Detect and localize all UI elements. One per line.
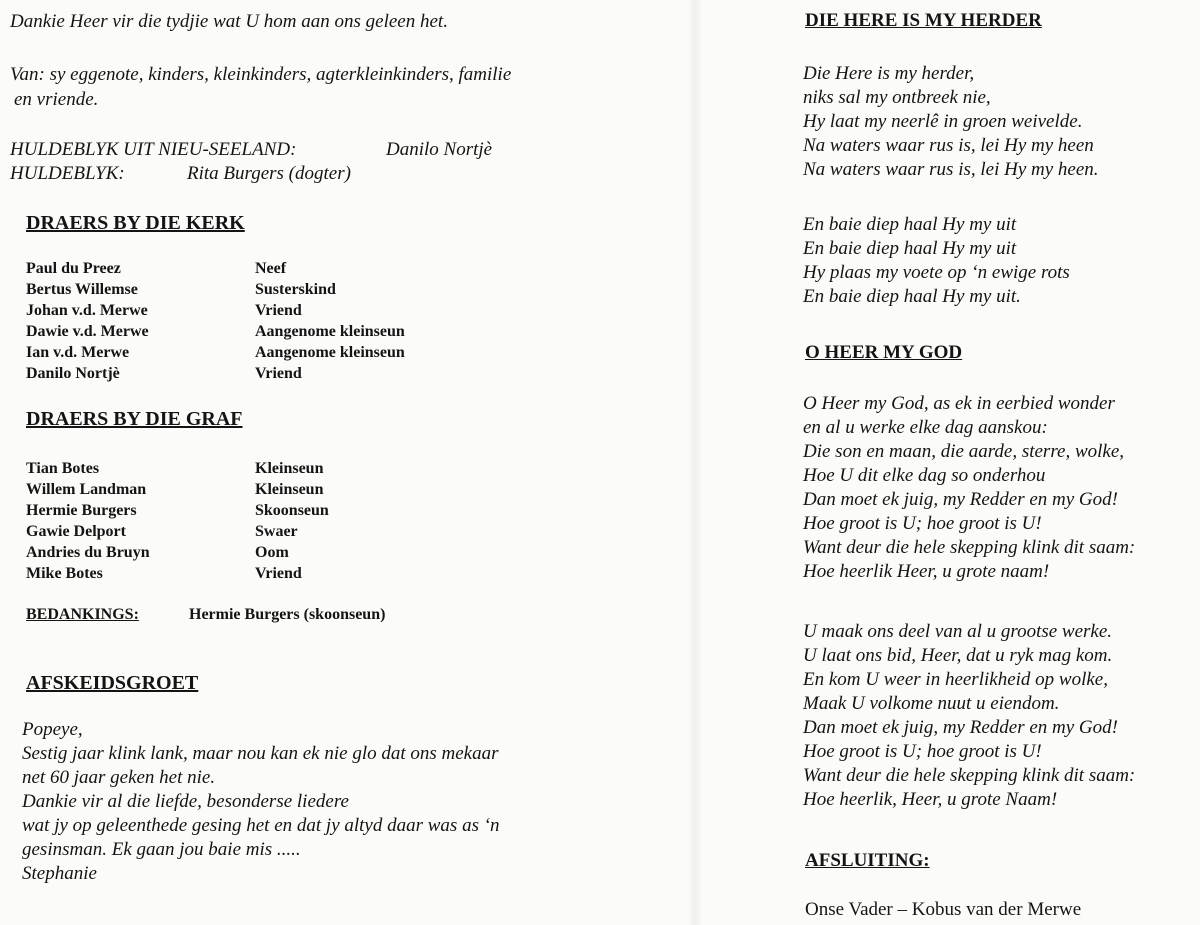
thanks-label: BEDANKINGS: bbox=[26, 606, 139, 623]
letter-line: Popeye, bbox=[22, 719, 83, 740]
bearer-name: Andries du Bruyn bbox=[26, 544, 150, 561]
grave-bearers-table bbox=[26, 458, 329, 584]
hymn-2-title: O HEER MY GOD bbox=[805, 342, 963, 363]
verse-line: en al u werke elke dag aanskou: bbox=[803, 417, 1048, 438]
tribute-2-label: HULDEBLYK: bbox=[10, 163, 125, 184]
bearer-name: Hermie Burgers bbox=[26, 502, 137, 519]
verse-line: Hoe groot is U; hoe groot is U! bbox=[803, 513, 1042, 534]
bearer-name: Willem Landman bbox=[26, 481, 147, 498]
bearer-relation: Swaer bbox=[255, 523, 298, 540]
bearer-relation: Vriend bbox=[255, 565, 302, 582]
bearer-name: Tian Botes bbox=[26, 460, 100, 477]
table-row bbox=[26, 458, 329, 479]
bearer-name: Danilo Nortjè bbox=[26, 365, 120, 382]
table-row bbox=[26, 363, 405, 384]
bearer-relation: Aangenome kleinseun bbox=[255, 323, 405, 340]
verse-line: Want deur die hele skepping klink dit saam: bbox=[803, 537, 1136, 558]
bearer-relation: Kleinseun bbox=[255, 460, 324, 477]
tribute-1-name: Danilo Nortjè bbox=[386, 139, 493, 160]
farewell-letter bbox=[22, 718, 500, 886]
bearer-name: Mike Botes bbox=[26, 565, 103, 582]
hymn-1-title: DIE HERE IS MY HERDER bbox=[805, 10, 1042, 31]
hymn-2-verse-1 bbox=[803, 392, 1135, 584]
verse-line: Hy plaas my voete op ‘n ewige rots bbox=[803, 262, 1070, 283]
table-row bbox=[26, 521, 329, 542]
table-row bbox=[26, 279, 405, 300]
verse-line: Hoe U dit elke dag so onderhou bbox=[803, 465, 1046, 486]
tribute-1-label: HULDEBLYK UIT NIEU-SEELAND: bbox=[10, 139, 297, 160]
hymn-2-verse-2 bbox=[803, 620, 1135, 812]
verse-line: Hy laat my neerlê in groen weivelde. bbox=[803, 111, 1083, 132]
verse-line: Hoe groot is U; hoe groot is U! bbox=[803, 741, 1042, 762]
verse-line: En baie diep haal Hy my uit. bbox=[803, 286, 1021, 307]
hymn-1-verse-2 bbox=[803, 213, 1070, 309]
letter-line: wat jy op geleenthede gesing het en dat jy altyd daar was as ‘n bbox=[22, 815, 500, 836]
church-bearers-heading: DRAERS BY DIE KERK bbox=[26, 212, 245, 234]
verse-line: U maak ons deel van al u grootse werke. bbox=[803, 621, 1113, 642]
bearer-name: Ian v.d. Merwe bbox=[26, 344, 130, 361]
bearer-name: Paul du Preez bbox=[26, 260, 121, 277]
verse-line: niks sal my ontbreek nie, bbox=[803, 87, 991, 108]
letter-line: net 60 jaar geken het nie. bbox=[22, 767, 216, 788]
church-bearers-table bbox=[26, 258, 405, 384]
verse-line: Dan moet ek juig, my Redder en my God! bbox=[803, 489, 1118, 510]
thanks-name: Hermie Burgers (skoonseun) bbox=[189, 606, 386, 623]
bearer-relation: Neef bbox=[255, 260, 287, 277]
bearer-name: Dawie v.d. Merwe bbox=[26, 323, 149, 340]
verse-line: Dan moet ek juig, my Redder en my God! bbox=[803, 717, 1118, 738]
from-line-1: Van: sy eggenote, kinders, kleinkinders, agterkleinkinders, familie bbox=[10, 64, 512, 85]
verse-line: Na waters waar rus is, lei Hy my heen. bbox=[803, 159, 1099, 180]
page-fold bbox=[688, 0, 702, 925]
thanks-line: Dankie Heer vir die tydjie wat U hom aan ons geleen het. bbox=[10, 11, 448, 32]
bearer-relation: Vriend bbox=[255, 302, 302, 319]
bearer-relation: Aangenome kleinseun bbox=[255, 344, 405, 361]
verse-line: Want deur die hele skepping klink dit saam: bbox=[803, 765, 1136, 786]
verse-line: Die son en maan, die aarde, sterre, wolke, bbox=[803, 441, 1125, 462]
table-row bbox=[26, 563, 329, 584]
bearer-relation: Kleinseun bbox=[255, 481, 324, 498]
hymn-1-verse-1 bbox=[803, 62, 1099, 182]
table-row bbox=[26, 300, 405, 321]
table-row bbox=[26, 542, 329, 563]
letter-line: Sestig jaar klink lank, maar nou kan ek nie glo dat ons mekaar bbox=[22, 743, 499, 764]
bearer-name: Gawie Delport bbox=[26, 523, 126, 540]
verse-line: En kom U weer in heerlikheid op wolke, bbox=[803, 669, 1108, 690]
verse-line: O Heer my God, as ek in eerbied wonder bbox=[803, 393, 1115, 414]
bearer-relation: Oom bbox=[255, 544, 289, 561]
closing-text: Onse Vader – Kobus van der Merwe bbox=[805, 899, 1082, 920]
verse-line: Maak U volkome nuut u eiendom. bbox=[803, 693, 1060, 714]
bearer-relation: Susterskind bbox=[255, 281, 336, 298]
table-row bbox=[26, 342, 405, 363]
verse-line: Die Here is my herder, bbox=[803, 63, 975, 84]
verse-line: Na waters waar rus is, lei Hy my heen bbox=[803, 135, 1094, 156]
bearer-relation: Vriend bbox=[255, 365, 302, 382]
from-line-2: en vriende. bbox=[14, 89, 99, 110]
closing-heading: AFSLUITING: bbox=[805, 850, 930, 871]
verse-line: Hoe heerlik, Heer, u grote Naam! bbox=[803, 789, 1058, 810]
grave-bearers-heading: DRAERS BY DIE GRAF bbox=[26, 408, 243, 430]
table-row bbox=[26, 321, 405, 342]
letter-line: Dankie vir al die liefde, besonderse liedere bbox=[22, 791, 349, 812]
verse-line: Hoe heerlik Heer, u grote naam! bbox=[803, 561, 1050, 582]
bearer-name: Bertus Willemse bbox=[26, 281, 138, 298]
letter-line: gesinsman. Ek gaan jou baie mis ..... bbox=[22, 839, 301, 860]
bearer-name: Johan v.d. Merwe bbox=[26, 302, 148, 319]
verse-line: En baie diep haal Hy my uit bbox=[803, 214, 1017, 235]
table-row bbox=[26, 500, 329, 521]
bearer-relation: Skoonseun bbox=[255, 502, 329, 519]
farewell-heading: AFSKEIDSGROET bbox=[26, 672, 199, 694]
tribute-2-name: Rita Burgers (dogter) bbox=[187, 163, 351, 184]
letter-line: Stephanie bbox=[22, 863, 97, 884]
table-row bbox=[26, 258, 405, 279]
verse-line: U laat ons bid, Heer, dat u ryk mag kom. bbox=[803, 645, 1113, 666]
table-row bbox=[26, 479, 329, 500]
verse-line: En baie diep haal Hy my uit bbox=[803, 238, 1017, 259]
